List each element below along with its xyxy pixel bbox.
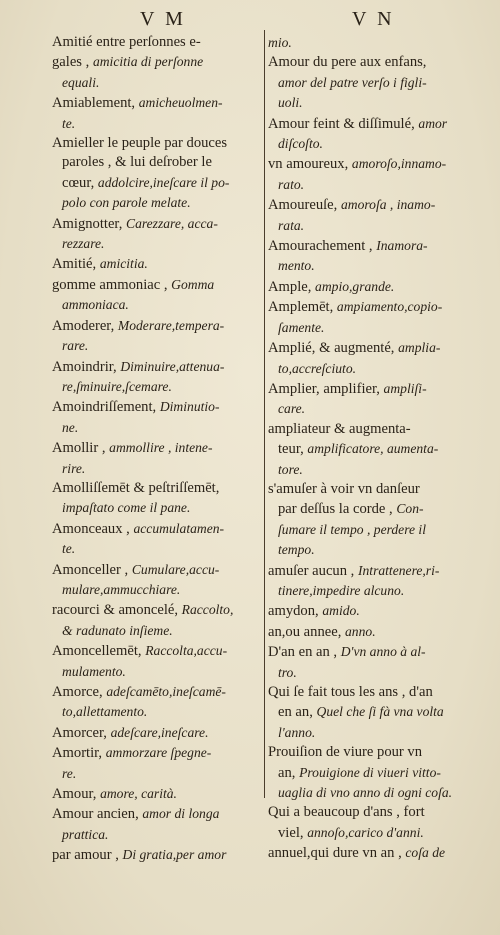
italian-gloss: equali. xyxy=(62,74,100,90)
entry-line xyxy=(268,823,468,843)
italian-gloss: te. xyxy=(62,115,76,131)
italian-gloss: & radunato inſieme. xyxy=(62,622,173,638)
italian-gloss: rire. xyxy=(62,460,86,476)
dictionary-entry xyxy=(52,93,258,134)
dictionary-entry xyxy=(52,723,258,743)
entry-line xyxy=(52,33,258,52)
headword-text: ampliateur & augmenta- xyxy=(268,420,411,437)
entry-line xyxy=(52,743,258,763)
dictionary-entry xyxy=(268,114,468,155)
dictionary-entry xyxy=(52,33,258,52)
dictionary-entry xyxy=(268,420,468,480)
running-head-right: V N xyxy=(352,8,395,30)
entry-line xyxy=(268,33,468,53)
entry-line xyxy=(52,825,258,845)
dictionary-entry xyxy=(52,134,258,214)
dictionary-entry xyxy=(268,236,468,277)
italian-gloss: Gomma xyxy=(171,276,215,292)
entry-line xyxy=(52,254,258,274)
headword-text: Amollir , xyxy=(52,440,110,457)
entry-line xyxy=(52,682,258,702)
entry-line xyxy=(268,763,468,783)
headword-text: Amour, xyxy=(52,786,101,803)
entry-line xyxy=(268,843,468,863)
entry-line xyxy=(268,803,468,822)
headword-text: Prouiſion de viure pour vn xyxy=(268,744,423,761)
headword-text: gales , xyxy=(52,54,93,71)
headword-text: an, xyxy=(278,764,300,781)
headword-text: amydon, xyxy=(268,603,323,620)
italian-gloss: Con- xyxy=(396,501,424,517)
italian-gloss: amicitia. xyxy=(99,256,148,272)
entry-line xyxy=(52,519,258,539)
italian-gloss: amplificatore, aumenta- xyxy=(307,441,439,457)
italian-gloss: te. xyxy=(62,541,76,557)
entry-line xyxy=(52,193,258,213)
entry-line xyxy=(268,581,468,601)
italian-gloss: ſamente. xyxy=(278,319,325,335)
entry-line xyxy=(268,379,468,399)
dictionary-entry xyxy=(268,33,468,53)
italian-gloss: ammollire , intene- xyxy=(109,440,213,456)
entry-line xyxy=(52,153,258,172)
dictionary-entry xyxy=(268,561,468,602)
italian-gloss: amoroſo,innamo- xyxy=(351,156,447,172)
italian-gloss: tore. xyxy=(278,461,303,477)
entry-line xyxy=(268,175,468,195)
italian-gloss: Raccolto, xyxy=(181,602,234,618)
entry-line xyxy=(268,399,468,419)
italian-gloss: Prouigione di viueri vitto- xyxy=(299,764,441,780)
italian-gloss: Diminutio- xyxy=(159,399,220,415)
headword-text: Amplier, amplifier, xyxy=(268,380,384,397)
italian-gloss: mento. xyxy=(278,258,315,274)
dictionary-entry xyxy=(52,275,258,316)
italian-gloss: amplia- xyxy=(398,340,441,356)
headword-text: Amoderer, xyxy=(52,317,118,334)
italian-gloss: rato. xyxy=(278,176,305,192)
italian-gloss: re,ſminuire,ſcemare. xyxy=(62,378,172,394)
dictionary-entry xyxy=(52,254,258,274)
entry-line xyxy=(52,804,258,824)
italian-gloss: polo con parole melate. xyxy=(62,195,191,211)
italian-gloss: to,allettamento. xyxy=(62,704,148,720)
entry-line xyxy=(52,295,258,315)
italian-gloss: ammorzare ſpegne- xyxy=(105,745,212,761)
italian-gloss: ampiamento,copio- xyxy=(336,299,443,315)
italian-gloss: tempo. xyxy=(278,542,315,558)
entry-line xyxy=(52,784,258,804)
headword-text: viel, xyxy=(278,824,308,841)
entry-line xyxy=(52,173,258,193)
headword-text: racourci & amoncelé, xyxy=(52,602,182,619)
entry-line xyxy=(268,439,468,459)
entry-line xyxy=(52,600,258,620)
headword-text: Amitié entre perſonnes e- xyxy=(52,34,201,50)
italian-gloss: ampio,grande. xyxy=(315,278,395,294)
italian-gloss: amore, carità. xyxy=(100,786,177,802)
headword-text: Amonceller , xyxy=(52,561,132,578)
dictionary-entry xyxy=(52,479,258,519)
dictionary-entry xyxy=(268,843,468,863)
dictionary-entry xyxy=(268,803,468,843)
headword-text: s'amuſer à voir vn danſeur xyxy=(268,480,420,497)
entry-line xyxy=(268,540,468,560)
dictionary-entry xyxy=(268,622,468,642)
headword-text: par amour , xyxy=(52,847,123,864)
headword-text: Amplié, & augmenté, xyxy=(268,340,399,357)
entry-line xyxy=(268,561,468,581)
dictionary-entry xyxy=(268,601,468,621)
entry-line xyxy=(268,338,468,358)
headword-text: gomme ammoniac , xyxy=(52,276,172,293)
italian-gloss: coſa de xyxy=(405,845,446,861)
italian-gloss: mio. xyxy=(268,35,292,50)
dictionary-entry xyxy=(52,438,258,479)
dictionary-entry xyxy=(52,316,258,357)
dictionary-entry xyxy=(268,683,468,743)
entry-line xyxy=(52,560,258,580)
dictionary-entry xyxy=(52,743,258,784)
italian-gloss: mulare,ammucchiare. xyxy=(62,581,181,597)
dictionary-entry xyxy=(268,53,468,113)
entry-line xyxy=(268,73,468,93)
headword-text: Amorcer, xyxy=(52,724,111,741)
right-column xyxy=(268,33,468,864)
headword-text: Amour ancien, xyxy=(52,806,143,823)
entry-line xyxy=(52,275,258,295)
italian-gloss: adeſcamēto,ineſcamē- xyxy=(106,684,226,699)
italian-gloss: mulamento. xyxy=(62,663,126,679)
italian-gloss: Carezzare, acca- xyxy=(126,215,218,231)
italian-gloss: impaſtato come il pane. xyxy=(62,500,191,516)
italian-gloss: care. xyxy=(278,401,306,417)
entry-line xyxy=(52,234,258,254)
italian-gloss: amor di longa xyxy=(142,806,220,822)
headword-text: Ample, xyxy=(268,278,316,295)
headword-text: amuſer aucun , xyxy=(268,562,358,579)
entry-line xyxy=(52,498,258,518)
dictionary-entry xyxy=(52,397,258,438)
dictionary-entry xyxy=(52,52,258,93)
italian-gloss: anno. xyxy=(345,623,376,639)
italian-gloss: Raccolta,accu- xyxy=(145,643,228,659)
italian-gloss: amor del patre verſo i figli- xyxy=(278,74,427,90)
entry-line xyxy=(268,114,468,134)
entry-line xyxy=(268,195,468,215)
headword-text: Amoncellemēt, xyxy=(52,643,146,660)
headword-text: Amoindriſſement, xyxy=(52,399,160,416)
entry-line xyxy=(52,702,258,722)
entry-line xyxy=(52,93,258,113)
headword-text: Amolliſſemēt & peſtriſſemēt, xyxy=(52,479,220,496)
column-divider xyxy=(264,30,265,798)
entry-line xyxy=(268,480,468,499)
entry-line xyxy=(268,93,468,113)
entry-line xyxy=(268,683,468,702)
headword-text: Amieller le peuple par douces xyxy=(52,135,228,152)
italian-gloss: ne. xyxy=(62,419,79,435)
headword-text: paroles , & lui deſrober le xyxy=(62,154,212,171)
headword-text: an,ou annee, xyxy=(268,623,345,640)
entry-line xyxy=(52,459,258,479)
italian-gloss: uoli. xyxy=(278,95,303,111)
italian-gloss: ammoniaca. xyxy=(62,297,129,313)
dictionary-entry xyxy=(268,642,468,683)
entry-line xyxy=(268,359,468,379)
italian-gloss: rare. xyxy=(62,338,89,354)
entry-line xyxy=(268,460,468,480)
dictionary-entry xyxy=(268,480,468,561)
dictionary-entry xyxy=(52,560,258,601)
italian-gloss: rezzare. xyxy=(62,236,105,252)
italian-gloss: ampliſi- xyxy=(383,380,427,396)
italian-gloss: Intrattenere,ri- xyxy=(357,562,440,578)
entry-line xyxy=(52,336,258,356)
headword-text: Amignotter, xyxy=(52,215,126,232)
italian-gloss: re. xyxy=(62,765,77,781)
entry-line xyxy=(268,318,468,338)
entry-line xyxy=(268,702,468,722)
headword-text: par deſſus la corde , xyxy=(278,501,397,518)
headword-text: Amour feint & diſſimulé, xyxy=(268,115,419,132)
entry-line xyxy=(52,539,258,559)
italian-gloss: l'anno. xyxy=(278,724,316,740)
headword-text: annuel,qui dure vn an , xyxy=(268,845,406,862)
entry-line xyxy=(52,397,258,417)
italian-gloss: amoroſa , inamo- xyxy=(340,197,436,213)
entry-line xyxy=(268,297,468,317)
italian-gloss: Inamora- xyxy=(376,238,428,254)
headword-text: Amonceaux , xyxy=(52,520,134,537)
italian-gloss: rata. xyxy=(278,217,305,233)
headword-text: D'an en an , xyxy=(268,644,341,661)
dictionary-entry xyxy=(52,519,258,560)
entry-line xyxy=(268,663,468,683)
left-column xyxy=(52,33,258,866)
entry-line xyxy=(52,134,258,153)
dictionary-entry xyxy=(268,277,468,297)
italian-gloss: amicheuolmen- xyxy=(138,95,223,111)
entry-line xyxy=(52,377,258,397)
italian-gloss: Moderare,tempera- xyxy=(117,317,225,333)
entry-line xyxy=(52,114,258,134)
italian-gloss: amicitia di perſonne xyxy=(92,54,204,70)
entry-line xyxy=(268,134,468,154)
italian-gloss: accumulatamen- xyxy=(133,520,225,536)
headword-text: Amourachement , xyxy=(268,238,377,255)
entry-line xyxy=(52,316,258,336)
headword-text: cœur, xyxy=(62,174,98,191)
headword-text: Qui a beaucoup d'ans , fort xyxy=(268,804,425,821)
headword-text: en an, xyxy=(278,704,317,721)
entry-line xyxy=(268,420,468,439)
entry-line xyxy=(52,641,258,661)
entry-line xyxy=(268,154,468,174)
entry-line xyxy=(52,73,258,93)
dictionary-entry xyxy=(268,743,468,803)
italian-gloss: tro. xyxy=(278,664,297,680)
entry-line xyxy=(268,216,468,236)
italian-gloss: tinere,impedire alcuno. xyxy=(278,582,405,598)
italian-gloss: addolcire,ineſcare il po- xyxy=(97,174,230,190)
dictionary-entry xyxy=(52,804,258,845)
headword-text: teur, xyxy=(278,441,308,458)
entry-line xyxy=(268,723,468,743)
entry-line xyxy=(52,662,258,682)
dictionary-entry xyxy=(268,195,468,236)
entry-line xyxy=(268,236,468,256)
dictionary-entry xyxy=(52,600,258,641)
italian-gloss: Di gratia,per amor xyxy=(122,847,227,863)
italian-gloss: D'vn anno à al- xyxy=(340,644,426,660)
italian-gloss: Quel che ſi fà vna volta xyxy=(316,704,444,720)
italian-gloss: amor xyxy=(418,115,448,131)
italian-gloss: Cumulare,accu- xyxy=(131,561,220,577)
dictionary-entry xyxy=(268,297,468,338)
entry-line xyxy=(268,499,468,519)
entry-line xyxy=(268,642,468,662)
entry-line xyxy=(268,256,468,276)
entry-line xyxy=(52,52,258,72)
italian-gloss: to,accreſciuto. xyxy=(278,360,357,376)
entry-line xyxy=(268,53,468,72)
italian-gloss: Diminuire,attenua- xyxy=(120,358,225,374)
italian-gloss: ſumare il tempo , perdere il xyxy=(278,521,426,537)
headword-text: Amiablement, xyxy=(52,95,139,112)
dictionary-entry xyxy=(52,784,258,804)
italian-gloss: amido. xyxy=(322,603,360,619)
entry-line xyxy=(52,845,258,865)
headword-text: Amoindrir, xyxy=(52,358,121,375)
headword-text: Qui ſe fait tous les ans , d'an xyxy=(268,684,433,700)
dictionary-entry xyxy=(268,379,468,420)
italian-gloss: prattica. xyxy=(62,826,109,842)
dictionary-entry xyxy=(268,338,468,379)
entry-line xyxy=(268,277,468,297)
headword-text: Amortir, xyxy=(52,745,106,762)
headword-text: Amour du pere aux enfans, xyxy=(268,54,427,71)
dictionary-entry xyxy=(52,682,258,723)
entry-line xyxy=(268,520,468,540)
italian-gloss: diſcoſto. xyxy=(278,136,323,152)
headword-text: Amitié, xyxy=(52,256,100,273)
running-head xyxy=(0,8,500,34)
italian-gloss: annoſo,carico d'anni. xyxy=(307,824,424,840)
headword-text: Amorce, xyxy=(52,684,107,700)
dictionary-entry xyxy=(52,845,258,865)
italian-gloss: adeſcare,ineſcare. xyxy=(110,724,209,740)
entry-line xyxy=(268,622,468,642)
dictionary-entry xyxy=(52,641,258,682)
entry-line xyxy=(52,479,258,498)
entry-line xyxy=(268,783,468,803)
entry-line xyxy=(52,418,258,438)
entry-line xyxy=(52,723,258,743)
entry-line xyxy=(52,621,258,641)
entry-line xyxy=(268,601,468,621)
italian-gloss: uaglia di vno anno di ogni coſa. xyxy=(278,785,453,801)
headword-text: Amplemēt, xyxy=(268,299,337,316)
headword-text: vn amoureux, xyxy=(268,156,352,173)
entry-line xyxy=(52,580,258,600)
entry-line xyxy=(268,743,468,762)
running-head-left: V M xyxy=(140,8,186,30)
entry-line xyxy=(52,214,258,234)
entry-line xyxy=(52,764,258,784)
dictionary-entry xyxy=(268,154,468,195)
headword-text: Amoureuſe, xyxy=(268,197,341,214)
entry-line xyxy=(52,357,258,377)
entry-line xyxy=(52,438,258,458)
dictionary-entry xyxy=(52,357,258,398)
dictionary-entry xyxy=(52,214,258,255)
